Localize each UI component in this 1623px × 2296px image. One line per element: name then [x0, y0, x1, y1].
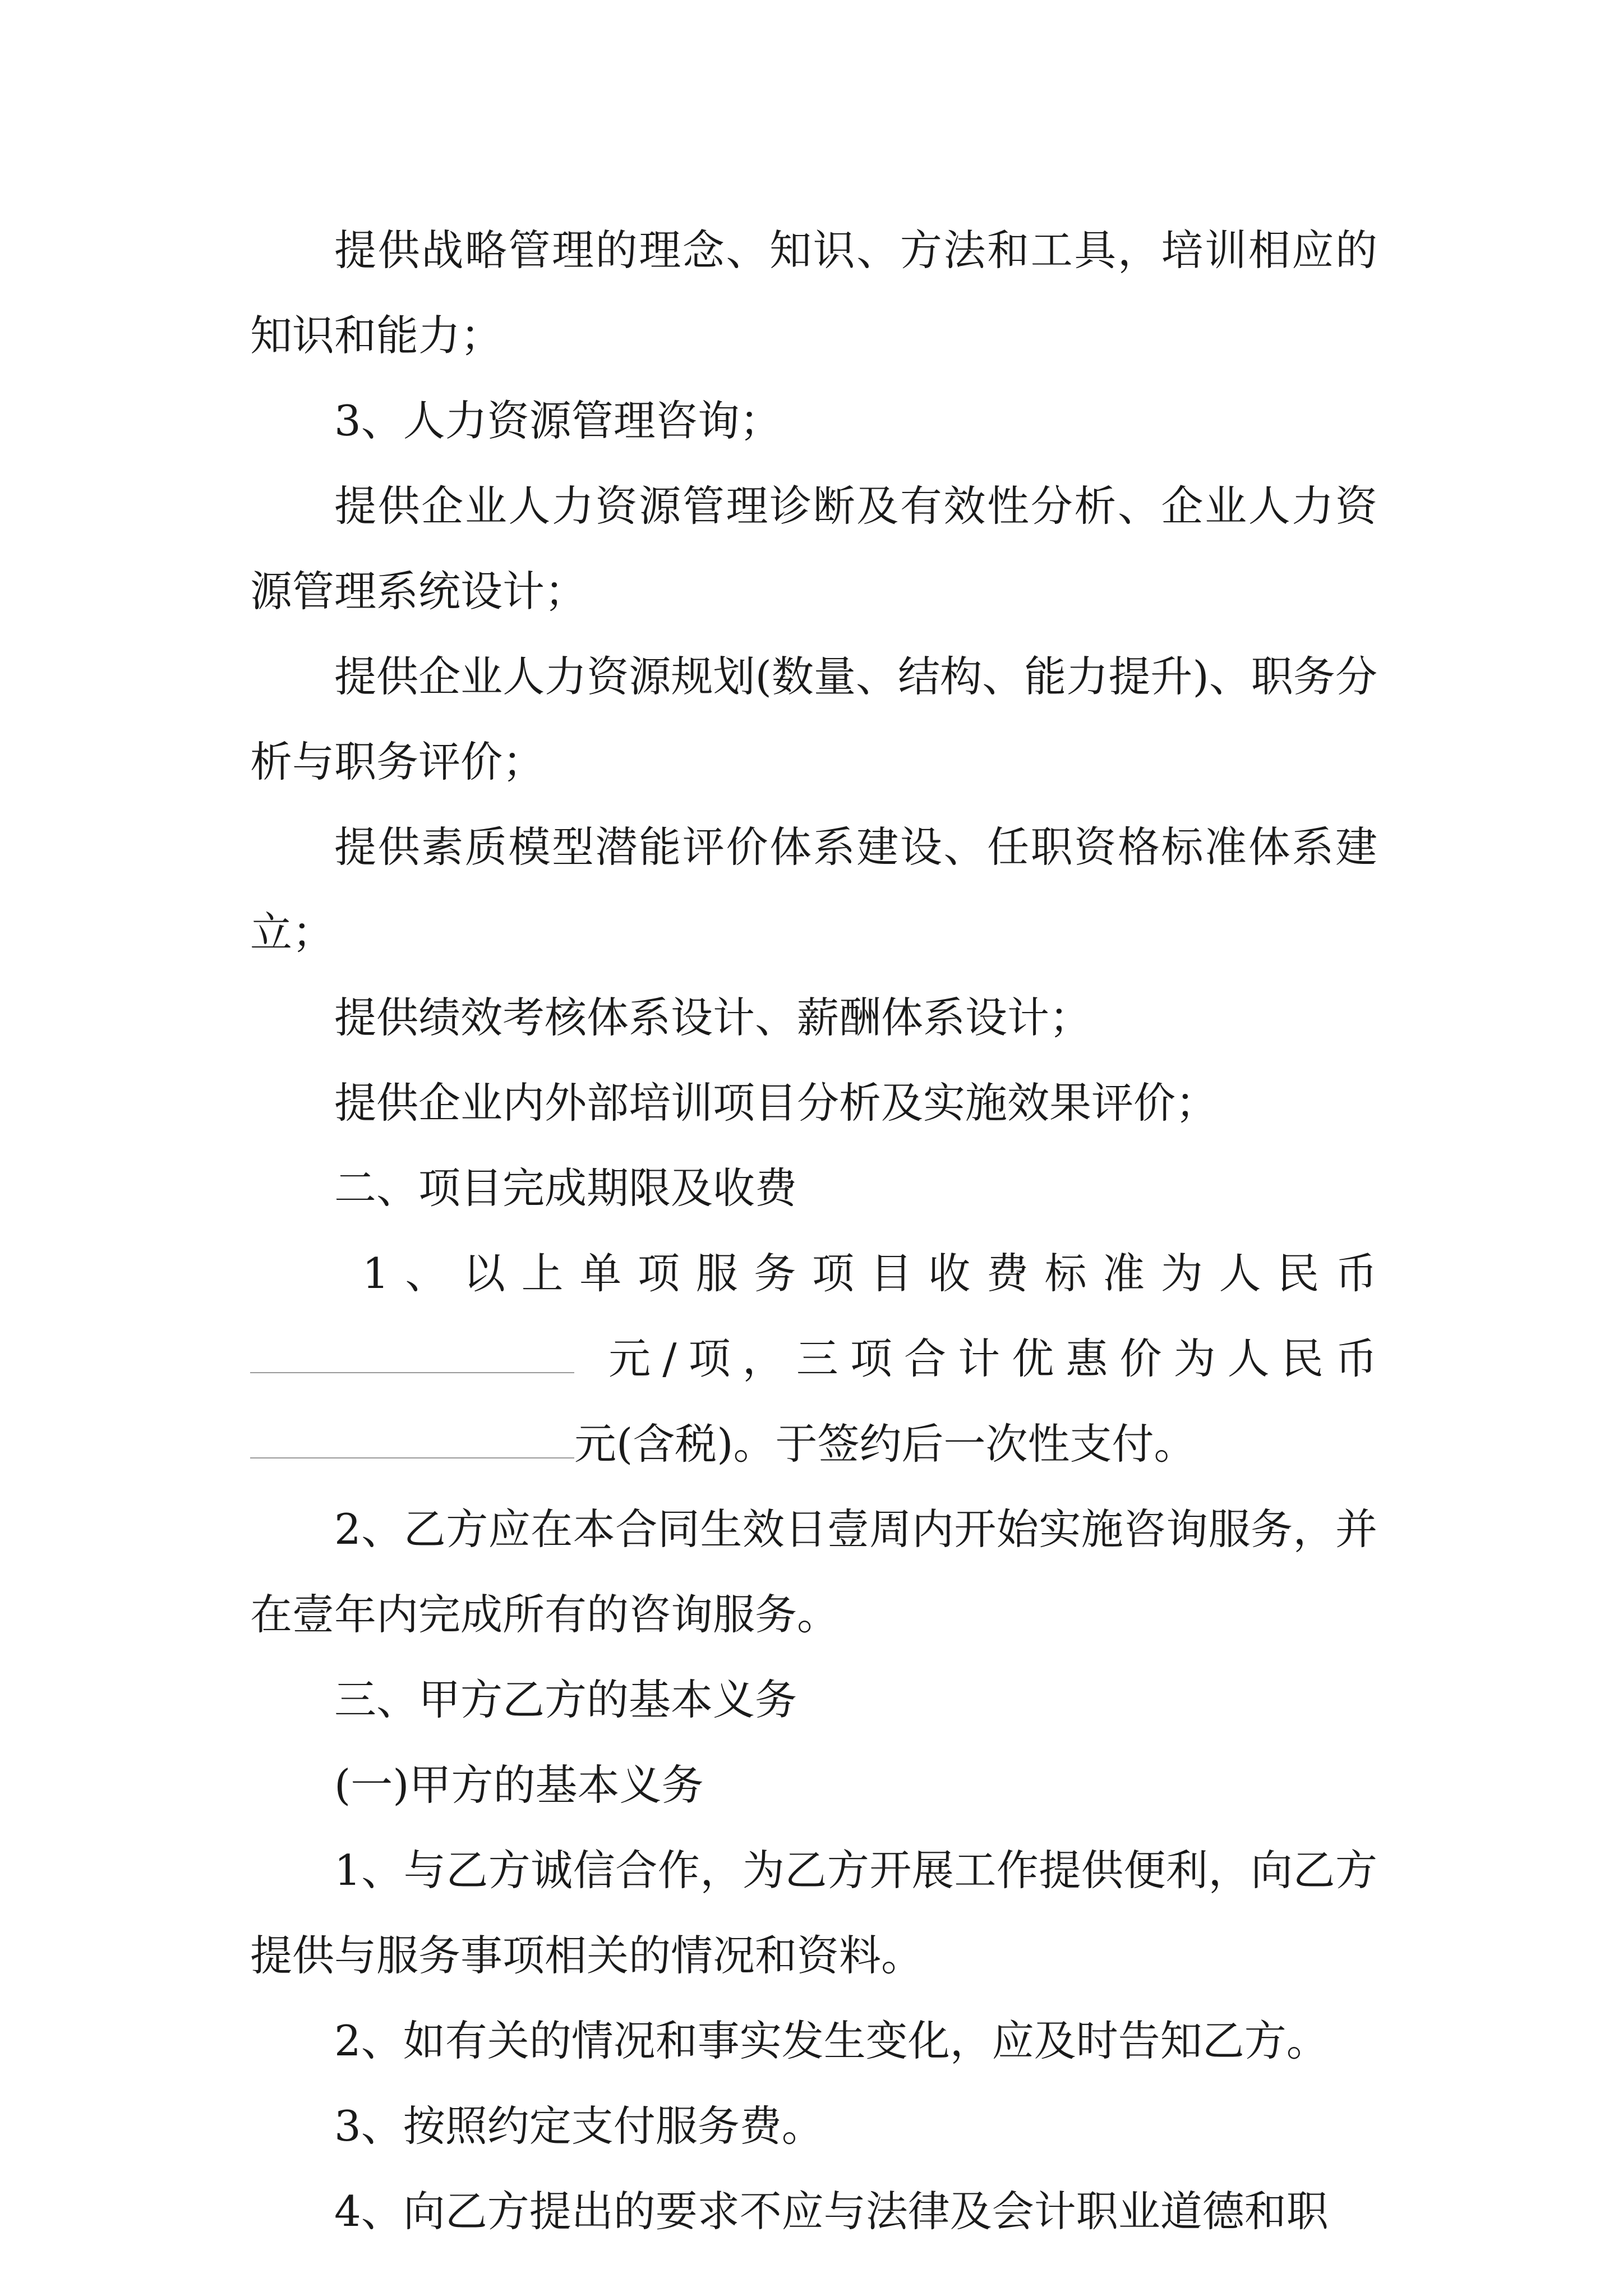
fee-char: / — [662, 1334, 677, 1383]
fee-char: 项 — [637, 1249, 680, 1298]
fee-char: 人 — [1227, 1334, 1270, 1383]
fee-char: 人 — [1219, 1249, 1261, 1298]
fee-char: 元 — [608, 1334, 651, 1383]
paragraph-hr-diagnosis: 提供企业人力资源管理诊断及有效性分析、企业人力资源管理系统设计； — [250, 481, 1377, 616]
fee-char: 为 — [1173, 1334, 1216, 1383]
paragraph-hr-planning: 提供企业人力资源规划(数量、结构、能力提升)、职务分析与职务评价； — [250, 652, 1377, 786]
fee-clause-line-2 — [250, 1316, 1377, 1401]
paragraph-training-evaluation: 提供企业内外部培训项目分析及实施效果评价； — [334, 1078, 1218, 1128]
section-heading-term-and-fee: 二、项目完成期限及收费 — [334, 1163, 797, 1213]
fee-clause-line-3 — [250, 1401, 1377, 1487]
fee-char: 目 — [870, 1249, 912, 1298]
paragraph-hr-consulting-heading: 3、人力资源管理咨询； — [334, 396, 782, 445]
fee-char: 单 — [579, 1249, 622, 1298]
fee-char: 以 — [463, 1249, 506, 1298]
fee-char: 、 — [405, 1249, 448, 1298]
fee-char: 为 — [1160, 1249, 1203, 1298]
fee-char: 准 — [1103, 1249, 1145, 1298]
fee-char: 收 — [928, 1249, 971, 1298]
fee-char: 价 — [1119, 1334, 1162, 1383]
fee-char: ， — [742, 1334, 785, 1383]
paragraph-party-a-notify: 2、如有关的情况和事实发生变化，应及时告知乙方。 — [334, 2016, 1329, 2065]
paragraph-strategy-training: 提供战略管理的理念、知识、方法和工具，培训相应的知识和能力； — [250, 226, 1377, 360]
paragraph-party-a-requirements: 4、向乙方提出的要求不应与法律及会计职业道德和职 — [334, 2187, 1329, 2236]
subsection-heading-party-a: (一)甲方的基本义务 — [334, 1760, 704, 1810]
fee-char: 务 — [754, 1249, 796, 1298]
unit-price-blank — [250, 1366, 574, 1373]
fee-char: 项 — [811, 1249, 854, 1298]
paragraph-party-a-cooperation: 1、与乙方诚信合作，为乙方开展工作提供便利，向乙方提供与服务事项相关的情况和资料。 — [250, 1846, 1377, 1980]
fee-char: 项 — [688, 1334, 731, 1383]
fee-char: 上 — [521, 1249, 564, 1298]
fee-char: 民 — [1277, 1249, 1320, 1298]
paragraph-performance-salary: 提供绩效考核体系设计、薪酬体系设计； — [334, 993, 1092, 1042]
fee-char: 优 — [1012, 1334, 1054, 1383]
total-price-blank — [250, 1452, 574, 1458]
fee-clause-line-1 — [250, 1231, 1377, 1316]
fee-char: 惠 — [1066, 1334, 1108, 1383]
document-body — [250, 208, 1377, 2254]
fee-char: 项 — [850, 1334, 892, 1383]
fee-char: 标 — [1044, 1249, 1087, 1298]
fee-char: 币 — [1335, 1249, 1377, 1298]
section-heading-obligations: 三、甲方乙方的基本义务 — [334, 1675, 797, 1724]
fee-char: 费 — [986, 1249, 1029, 1298]
fee-char: 计 — [958, 1334, 1000, 1383]
paragraph-party-a-payment: 3、按照约定支付服务费。 — [334, 2101, 824, 2151]
fee-char: 民 — [1281, 1334, 1324, 1383]
fee-payment-text: 元(含税)。于签约后一次性支付。 — [574, 1419, 1196, 1469]
paragraph-service-timeline: 2、乙方应在本合同生效日壹周内开始实施咨询服务，并在壹年内完成所有的咨询服务。 — [250, 1504, 1377, 1639]
fee-char: 币 — [1335, 1334, 1377, 1383]
fee-char: 服 — [695, 1249, 738, 1298]
paragraph-competency-model: 提供素质模型潜能评价体系建设、任职资格标准体系建立； — [250, 822, 1377, 957]
fee-char: 合 — [904, 1334, 947, 1383]
fee-char: 三 — [796, 1334, 838, 1383]
fee-char: 1 — [362, 1249, 389, 1298]
